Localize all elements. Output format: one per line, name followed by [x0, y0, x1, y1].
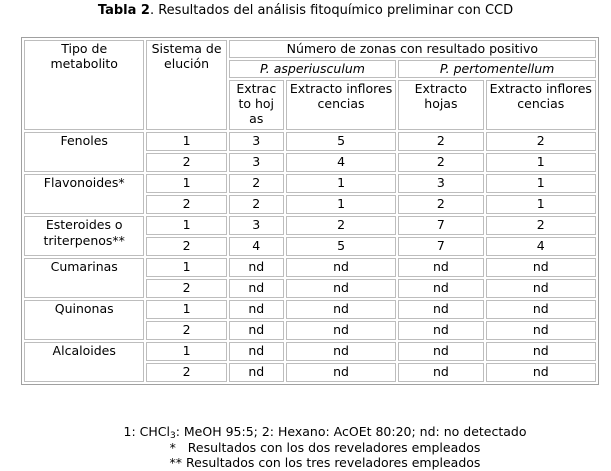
elution-system-cell: 1	[146, 300, 226, 319]
zone-count-cell: nd	[486, 300, 596, 319]
zone-count-cell: 1	[286, 195, 396, 214]
zone-count-cell: 2	[398, 132, 483, 151]
header-species-1: P. asperiusculum	[229, 60, 397, 78]
results-table	[21, 37, 599, 385]
elution-system-cell: 1	[146, 174, 226, 193]
zone-count-cell: 2	[398, 153, 483, 172]
elution-system-cell: 2	[146, 363, 226, 382]
zone-count-cell: nd	[398, 279, 483, 298]
footnote-two-reagents: * Resultados con los dos reveladores empleados	[169, 440, 481, 455]
table-body	[24, 132, 596, 382]
zone-count-cell: nd	[398, 363, 483, 382]
elution-system-cell: 1	[146, 216, 226, 235]
zone-count-cell: nd	[229, 258, 284, 277]
elution-system-cell: 2	[146, 279, 226, 298]
subheader-inflorescence-2: Extracto inflorescencias	[486, 80, 596, 130]
table-row	[24, 216, 596, 235]
elution-system-cell: 2	[146, 195, 226, 214]
zone-count-cell: nd	[286, 279, 396, 298]
zone-count-cell: 1	[486, 174, 596, 193]
table-row	[24, 258, 596, 277]
zone-count-cell: 4	[286, 153, 396, 172]
zone-count-cell: 4	[486, 237, 596, 256]
elution-system-cell: 1	[146, 132, 226, 151]
elution-system-cell: 1	[146, 342, 226, 361]
header-metabolite: Tipo de metabolito	[24, 40, 144, 130]
elution-system-cell: 2	[146, 153, 226, 172]
zone-count-cell: 1	[286, 174, 396, 193]
zone-count-cell: nd	[229, 363, 284, 382]
zone-count-cell: 2	[229, 195, 284, 214]
zone-count-cell: 2	[398, 195, 483, 214]
zone-count-cell: 3	[398, 174, 483, 193]
footnote-three-reagents: ** Resultados con los tres reveladores empleados	[169, 455, 481, 470]
zone-count-cell: 4	[229, 237, 284, 256]
zone-count-cell: 7	[398, 216, 483, 235]
zone-count-cell: nd	[398, 300, 483, 319]
footnote-1a: 1: CHCl	[123, 424, 170, 439]
header-positive-zones: Número de zonas con resultado positivo	[229, 40, 596, 58]
zone-count-cell: nd	[286, 363, 396, 382]
zone-count-cell: nd	[229, 342, 284, 361]
caption-text: . Resultados del análisis fitoquímico preliminar con CCD	[149, 3, 514, 18]
zone-count-cell: 1	[486, 195, 596, 214]
table-caption	[0, 3, 611, 19]
footnote-elution	[0, 424, 611, 440]
metabolite-name: Cumarinas	[24, 258, 144, 298]
table-row	[24, 174, 596, 193]
elution-system-cell: 1	[146, 258, 226, 277]
elution-system-cell: 2	[146, 237, 226, 256]
subheader-leaves-2: Extracto hojas	[398, 80, 483, 130]
caption-label: Tabla 2	[97, 3, 150, 18]
zone-count-cell: nd	[486, 363, 596, 382]
zone-count-cell: nd	[486, 342, 596, 361]
header-species-2: P. pertomentellum	[398, 60, 596, 78]
zone-count-cell: nd	[286, 342, 396, 361]
zone-count-cell: nd	[286, 300, 396, 319]
zone-count-cell: 7	[398, 237, 483, 256]
zone-count-cell: nd	[229, 279, 284, 298]
table-row	[24, 342, 596, 361]
zone-count-cell: 3	[229, 132, 284, 151]
zone-count-cell: 5	[286, 237, 396, 256]
footnote-1b: : MeOH 95:5; 2: Hexano: AcOEt 80:20; nd: no detectado	[175, 424, 527, 439]
subheader-inflorescence-1: Extracto inflorescencias	[286, 80, 396, 130]
table-row	[24, 300, 596, 319]
zone-count-cell: nd	[486, 279, 596, 298]
zone-count-cell: nd	[229, 300, 284, 319]
header-elution-system: Sistema de elución	[146, 40, 226, 130]
zone-count-cell: 5	[286, 132, 396, 151]
zone-count-cell: nd	[486, 321, 596, 340]
footnote-1-subscript: 3	[169, 431, 176, 441]
zone-count-cell: 2	[486, 132, 596, 151]
zone-count-cell: 2	[486, 216, 596, 235]
metabolite-name: Alcaloides	[24, 342, 144, 382]
table-row	[24, 132, 596, 151]
zone-count-cell: 2	[286, 216, 396, 235]
metabolite-name: Flavonoides*	[24, 174, 144, 214]
zone-count-cell: nd	[486, 258, 596, 277]
zone-count-cell: nd	[286, 321, 396, 340]
zone-count-cell: 3	[229, 153, 284, 172]
zone-count-cell: nd	[398, 342, 483, 361]
zone-count-cell: 3	[229, 216, 284, 235]
metabolite-name: Quinonas	[24, 300, 144, 340]
subheader-leaves-1: Extracto hojas	[229, 80, 284, 130]
metabolite-name: Esteroides o triterpenos**	[24, 216, 144, 256]
zone-count-cell: nd	[229, 321, 284, 340]
elution-system-cell: 2	[146, 321, 226, 340]
metabolite-name: Fenoles	[24, 132, 144, 172]
zone-count-cell: nd	[286, 258, 396, 277]
zone-count-cell: 2	[229, 174, 284, 193]
zone-count-cell: 1	[486, 153, 596, 172]
zone-count-cell: nd	[398, 258, 483, 277]
zone-count-cell: nd	[398, 321, 483, 340]
